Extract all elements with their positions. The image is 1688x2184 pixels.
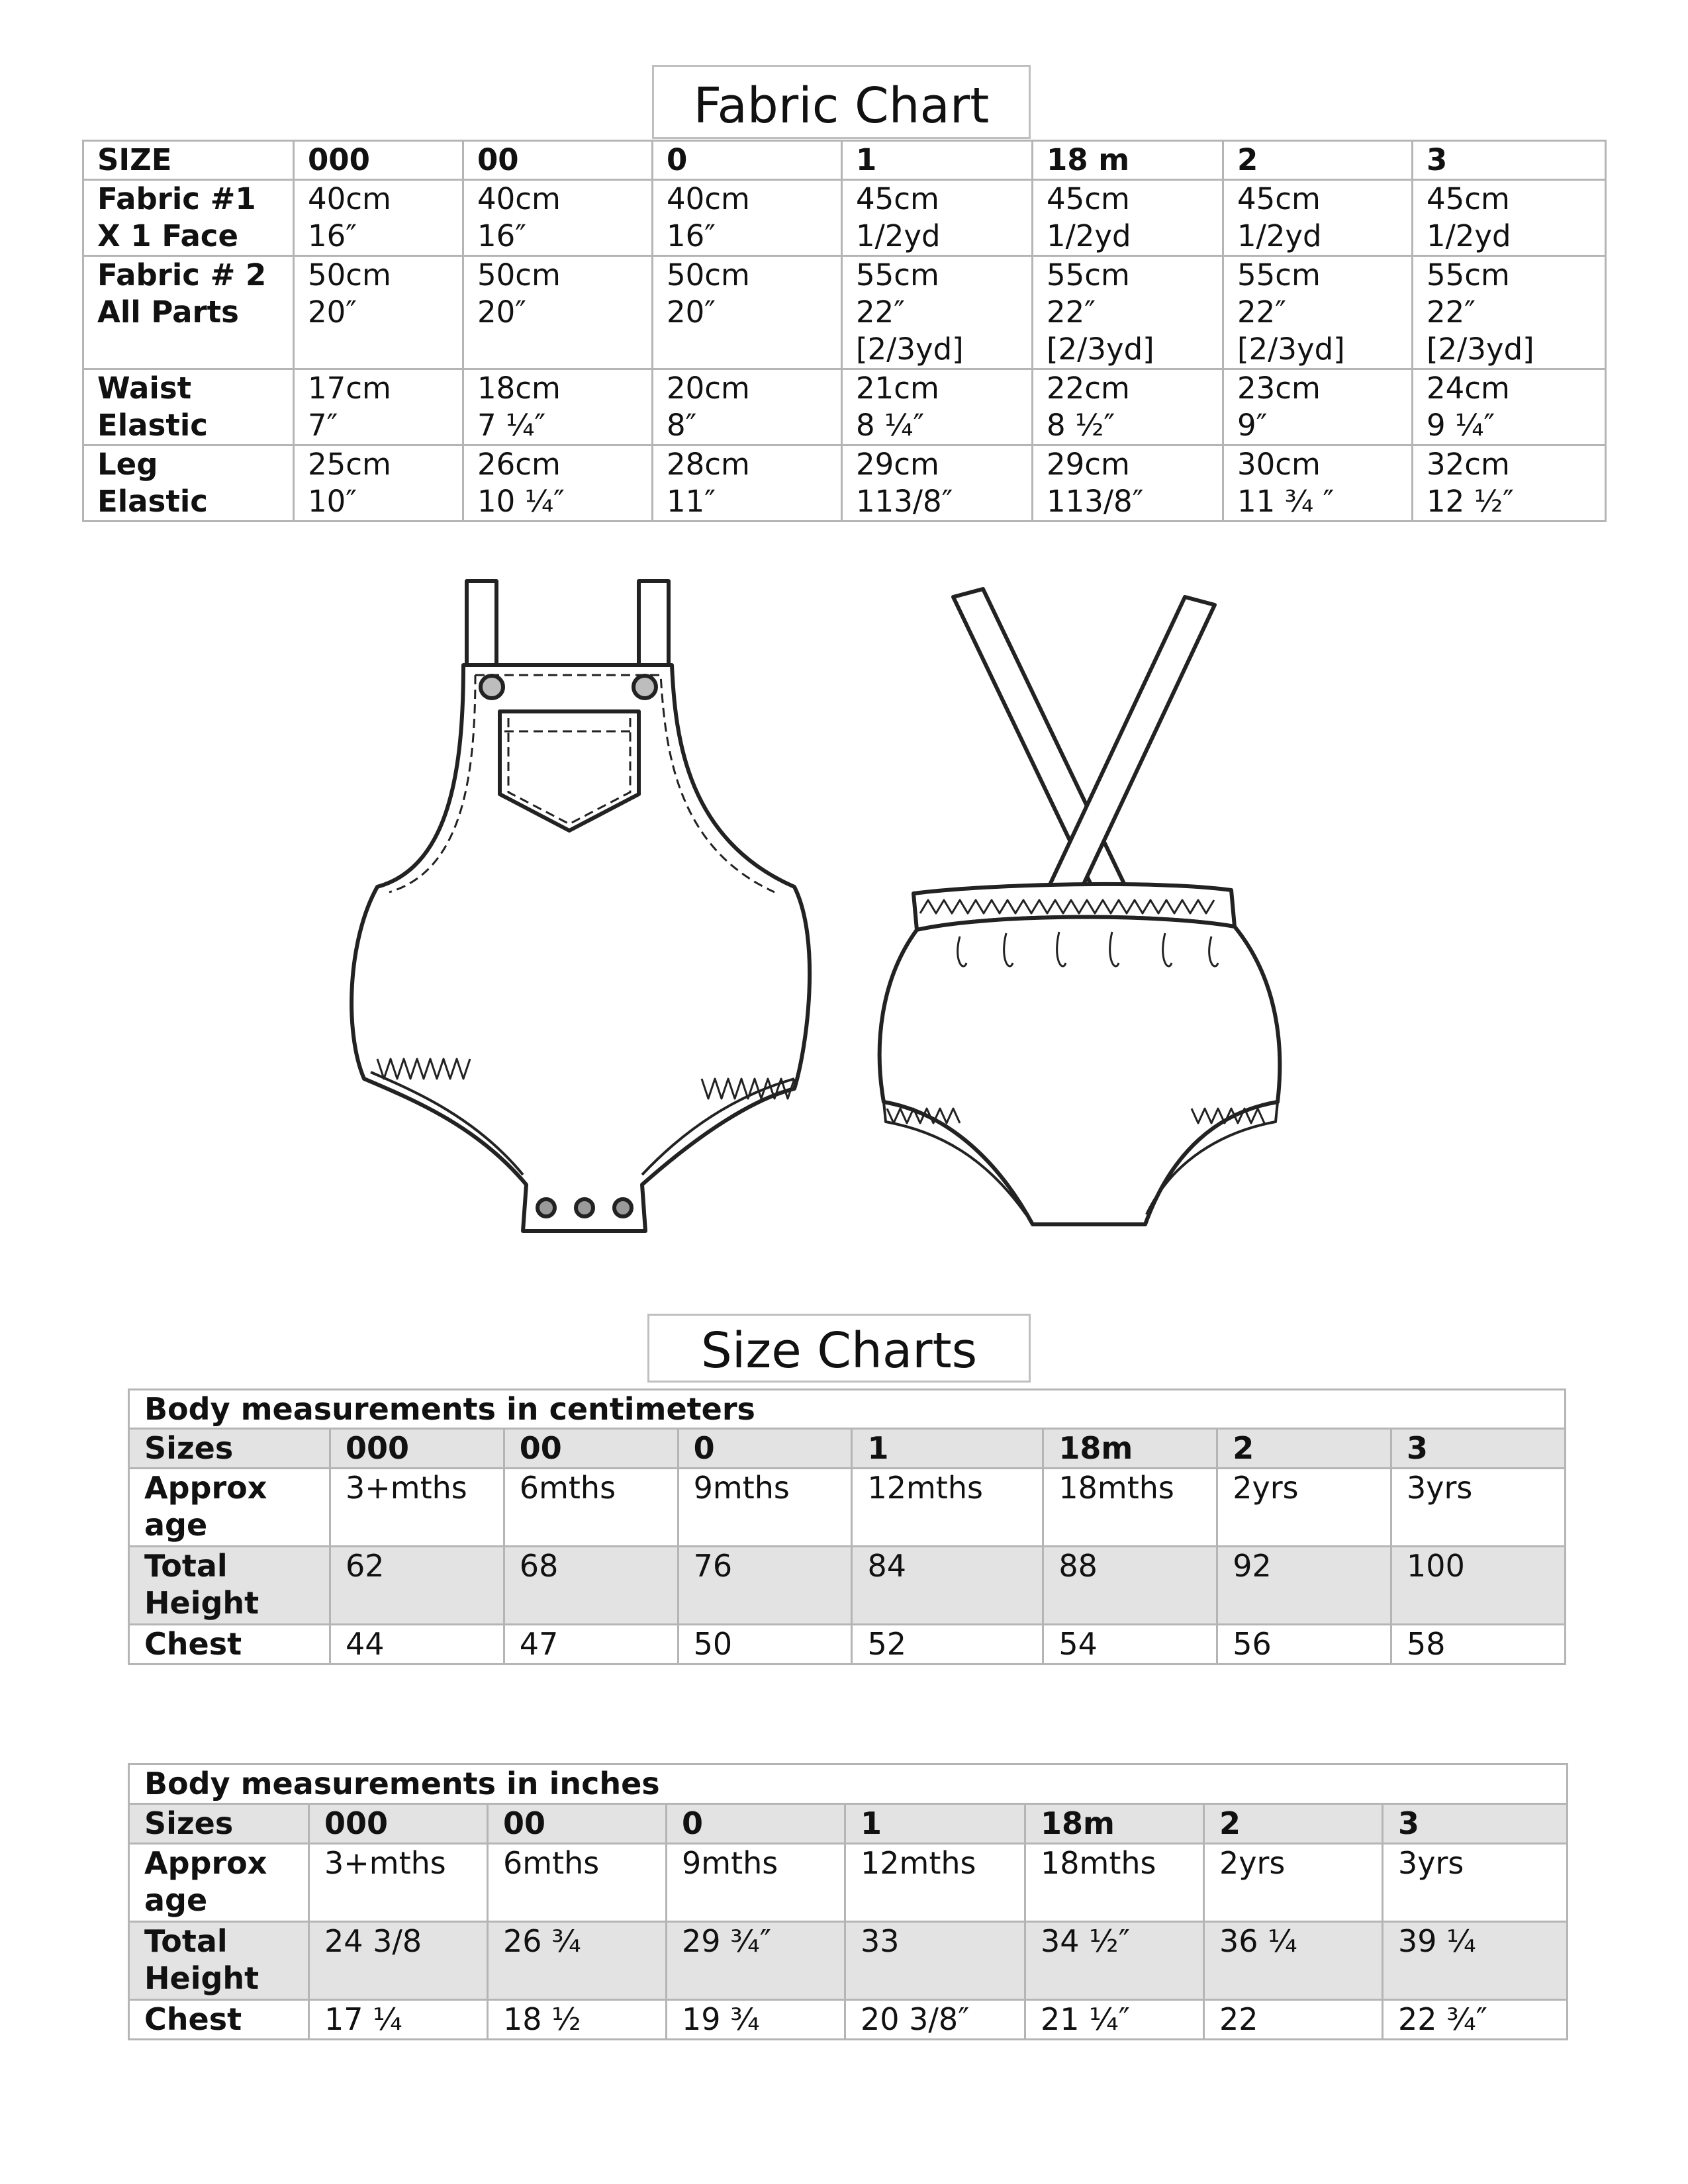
snap-3: [614, 1199, 632, 1216]
fabric-cell: 55cm 22″ [2/3yd]: [1033, 256, 1223, 369]
in-row-approx-age: [129, 1844, 1568, 1922]
in-header-cell: 18m: [1025, 1804, 1204, 1844]
fabric-cell: 20cm 8″: [653, 369, 842, 445]
fabric-cell: 55cm 22″ [2/3yd]: [842, 256, 1033, 369]
cm-row-chest: [129, 1625, 1566, 1664]
in-cell: 20 3/8″: [845, 2000, 1025, 2040]
cm-header-cell: 18m: [1043, 1429, 1217, 1469]
cm-caption-row: [129, 1390, 1566, 1429]
fabric-chart-table: [82, 140, 1607, 522]
cm-cell: 9mths: [678, 1469, 852, 1547]
in-cell: 36 ¼: [1204, 1922, 1383, 2000]
fabric-cell: 18cm 7 ¼″: [463, 369, 653, 445]
fabric-header-cell: SIZE: [83, 141, 294, 180]
cm-cell: 12mths: [852, 1469, 1043, 1547]
in-header-cell: 0: [667, 1804, 845, 1844]
cm-cell: 47: [504, 1625, 678, 1664]
fabric-row-label: Fabric # 2 All Parts: [83, 256, 294, 369]
romper-front-view: [352, 581, 810, 1231]
cm-header-cell: 0: [678, 1429, 852, 1469]
cm-row-total-height: [129, 1547, 1566, 1625]
cm-header-cell: 2: [1217, 1429, 1391, 1469]
in-cell: 39 ¼: [1383, 1922, 1568, 2000]
fabric-cell: 22cm 8 ½″: [1033, 369, 1223, 445]
in-cell: 3yrs: [1383, 1844, 1568, 1922]
fabric-row-label: Fabric #1 X 1 Face: [83, 180, 294, 256]
front-button-left: [481, 676, 503, 698]
in-row-label: Total Height: [129, 1922, 309, 2000]
fabric-cell: 40cm 16″: [463, 180, 653, 256]
fabric-row-waist-elastic: [83, 369, 1606, 445]
size-charts-title: Size Charts: [647, 1314, 1031, 1383]
fabric-cell: 45cm 1/2yd: [1033, 180, 1223, 256]
fabric-header-cell: 0: [653, 141, 842, 180]
fabric-row-label: Leg Elastic: [83, 445, 294, 522]
in-row-label: Chest: [129, 2000, 309, 2040]
snap-2: [576, 1199, 593, 1216]
in-cell: 34 ½″: [1025, 1922, 1204, 2000]
in-header-cell: 3: [1383, 1804, 1568, 1844]
romper-back-view: [880, 589, 1280, 1224]
in-cell: 6mths: [488, 1844, 667, 1922]
in-cell: 17 ¼: [309, 2000, 488, 2040]
in-header-cell: 2: [1204, 1804, 1383, 1844]
cm-cell: 56: [1217, 1625, 1391, 1664]
fabric-cell: 21cm 8 ¼″: [842, 369, 1033, 445]
in-cell: 22 ¾″: [1383, 2000, 1568, 2040]
fabric-row-label: Waist Elastic: [83, 369, 294, 445]
fabric-header-cell: 2: [1223, 141, 1413, 180]
cm-cell: 18mths: [1043, 1469, 1217, 1547]
fabric-cell: 23cm 9″: [1223, 369, 1413, 445]
fabric-row-fabric-2: [83, 256, 1606, 369]
cm-row-label: Approx age: [129, 1469, 330, 1547]
fabric-cell: 30cm 11 ¾ ″: [1223, 445, 1413, 522]
fabric-cell: 29cm 113/8″: [842, 445, 1033, 522]
cm-cell: 6mths: [504, 1469, 678, 1547]
in-header-cell: 000: [309, 1804, 488, 1844]
cm-cell: 68: [504, 1547, 678, 1625]
fabric-cell: 17cm 7″: [294, 369, 463, 445]
cm-cell: 3yrs: [1391, 1469, 1566, 1547]
cm-header-cell: 00: [504, 1429, 678, 1469]
in-caption: Body measurements in inches: [129, 1764, 1568, 1804]
cm-cell: 58: [1391, 1625, 1566, 1664]
fabric-chart-title: Fabric Chart: [652, 65, 1031, 139]
fabric-header-cell: 000: [294, 141, 463, 180]
in-cell: 12mths: [845, 1844, 1025, 1922]
snap-1: [538, 1199, 555, 1216]
cm-cell: 92: [1217, 1547, 1391, 1625]
front-strap-left: [467, 581, 496, 674]
cm-header-cell: 3: [1391, 1429, 1566, 1469]
in-cell: 21 ¼″: [1025, 2000, 1204, 2040]
cm-cell: 44: [330, 1625, 504, 1664]
cm-header-cell: Sizes: [129, 1429, 330, 1469]
cm-row-label: Total Height: [129, 1547, 330, 1625]
fabric-cell: 32cm 12 ½″: [1413, 445, 1606, 522]
cm-cell: 2yrs: [1217, 1469, 1391, 1547]
fabric-cell: 24cm 9 ¼″: [1413, 369, 1606, 445]
cm-cell: 76: [678, 1547, 852, 1625]
fabric-cell: 29cm 113/8″: [1033, 445, 1223, 522]
fabric-cell: 55cm 22″ [2/3yd]: [1413, 256, 1606, 369]
fabric-cell: 26cm 10 ¼″: [463, 445, 653, 522]
cm-cell: 50: [678, 1625, 852, 1664]
fabric-cell: 55cm 22″ [2/3yd]: [1223, 256, 1413, 369]
fabric-header-row: [83, 141, 1606, 180]
in-cell: 9mths: [667, 1844, 845, 1922]
cm-row-approx-age: [129, 1469, 1566, 1547]
cm-cell: 54: [1043, 1625, 1217, 1664]
cm-caption: Body measurements in centimeters: [129, 1390, 1566, 1429]
fabric-cell: 40cm 16″: [294, 180, 463, 256]
back-strap-right: [1043, 597, 1215, 908]
fabric-cell: 50cm 20″: [294, 256, 463, 369]
fabric-cell: 25cm 10″: [294, 445, 463, 522]
cm-row-label: Chest: [129, 1625, 330, 1664]
fabric-header-cell: 00: [463, 141, 653, 180]
cm-header-row: [129, 1429, 1566, 1469]
in-cell: 24 3/8: [309, 1922, 488, 2000]
cm-header-cell: 000: [330, 1429, 504, 1469]
cm-cell: 88: [1043, 1547, 1217, 1625]
front-strap-right: [639, 581, 669, 674]
in-cell: 22: [1204, 2000, 1383, 2040]
fabric-row-leg-elastic: [83, 445, 1606, 522]
cm-cell: 3+mths: [330, 1469, 504, 1547]
fabric-row-fabric-1: [83, 180, 1606, 256]
in-cell: 18mths: [1025, 1844, 1204, 1922]
in-header-cell: 1: [845, 1804, 1025, 1844]
in-cell: 2yrs: [1204, 1844, 1383, 1922]
in-cell: 26 ¾: [488, 1922, 667, 2000]
back-body: [880, 917, 1280, 1224]
in-caption-row: [129, 1764, 1568, 1804]
in-header-cell: Sizes: [129, 1804, 309, 1844]
in-header-cell: 00: [488, 1804, 667, 1844]
in-cell: 18 ½: [488, 2000, 667, 2040]
fabric-header-cell: 1: [842, 141, 1033, 180]
fabric-cell: 45cm 1/2yd: [1223, 180, 1413, 256]
size-table-inches: [128, 1763, 1568, 2040]
in-row-chest: [129, 2000, 1568, 2040]
cm-cell: 100: [1391, 1547, 1566, 1625]
fabric-cell: 50cm 20″: [653, 256, 842, 369]
fabric-cell: 40cm 16″: [653, 180, 842, 256]
fabric-header-cell: 3: [1413, 141, 1606, 180]
front-button-right: [633, 676, 656, 698]
cm-cell: 62: [330, 1547, 504, 1625]
fabric-cell: 45cm 1/2yd: [842, 180, 1033, 256]
fabric-cell: 28cm 11″: [653, 445, 842, 522]
fabric-header-cell: 18 m: [1033, 141, 1223, 180]
in-cell: 33: [845, 1922, 1025, 2000]
romper-illustration: [331, 569, 1324, 1244]
in-cell: 19 ¾: [667, 2000, 845, 2040]
size-table-centimeters: [128, 1388, 1566, 1665]
in-row-label: Approx age: [129, 1844, 309, 1922]
in-cell: 3+mths: [309, 1844, 488, 1922]
fabric-cell: 45cm 1/2yd: [1413, 180, 1606, 256]
cm-header-cell: 1: [852, 1429, 1043, 1469]
in-cell: 29 ¾″: [667, 1922, 845, 2000]
cm-cell: 52: [852, 1625, 1043, 1664]
back-strap-left: [953, 589, 1132, 908]
in-header-row: [129, 1804, 1568, 1844]
cm-cell: 84: [852, 1547, 1043, 1625]
fabric-cell: 50cm 20″: [463, 256, 653, 369]
in-row-total-height: [129, 1922, 1568, 2000]
